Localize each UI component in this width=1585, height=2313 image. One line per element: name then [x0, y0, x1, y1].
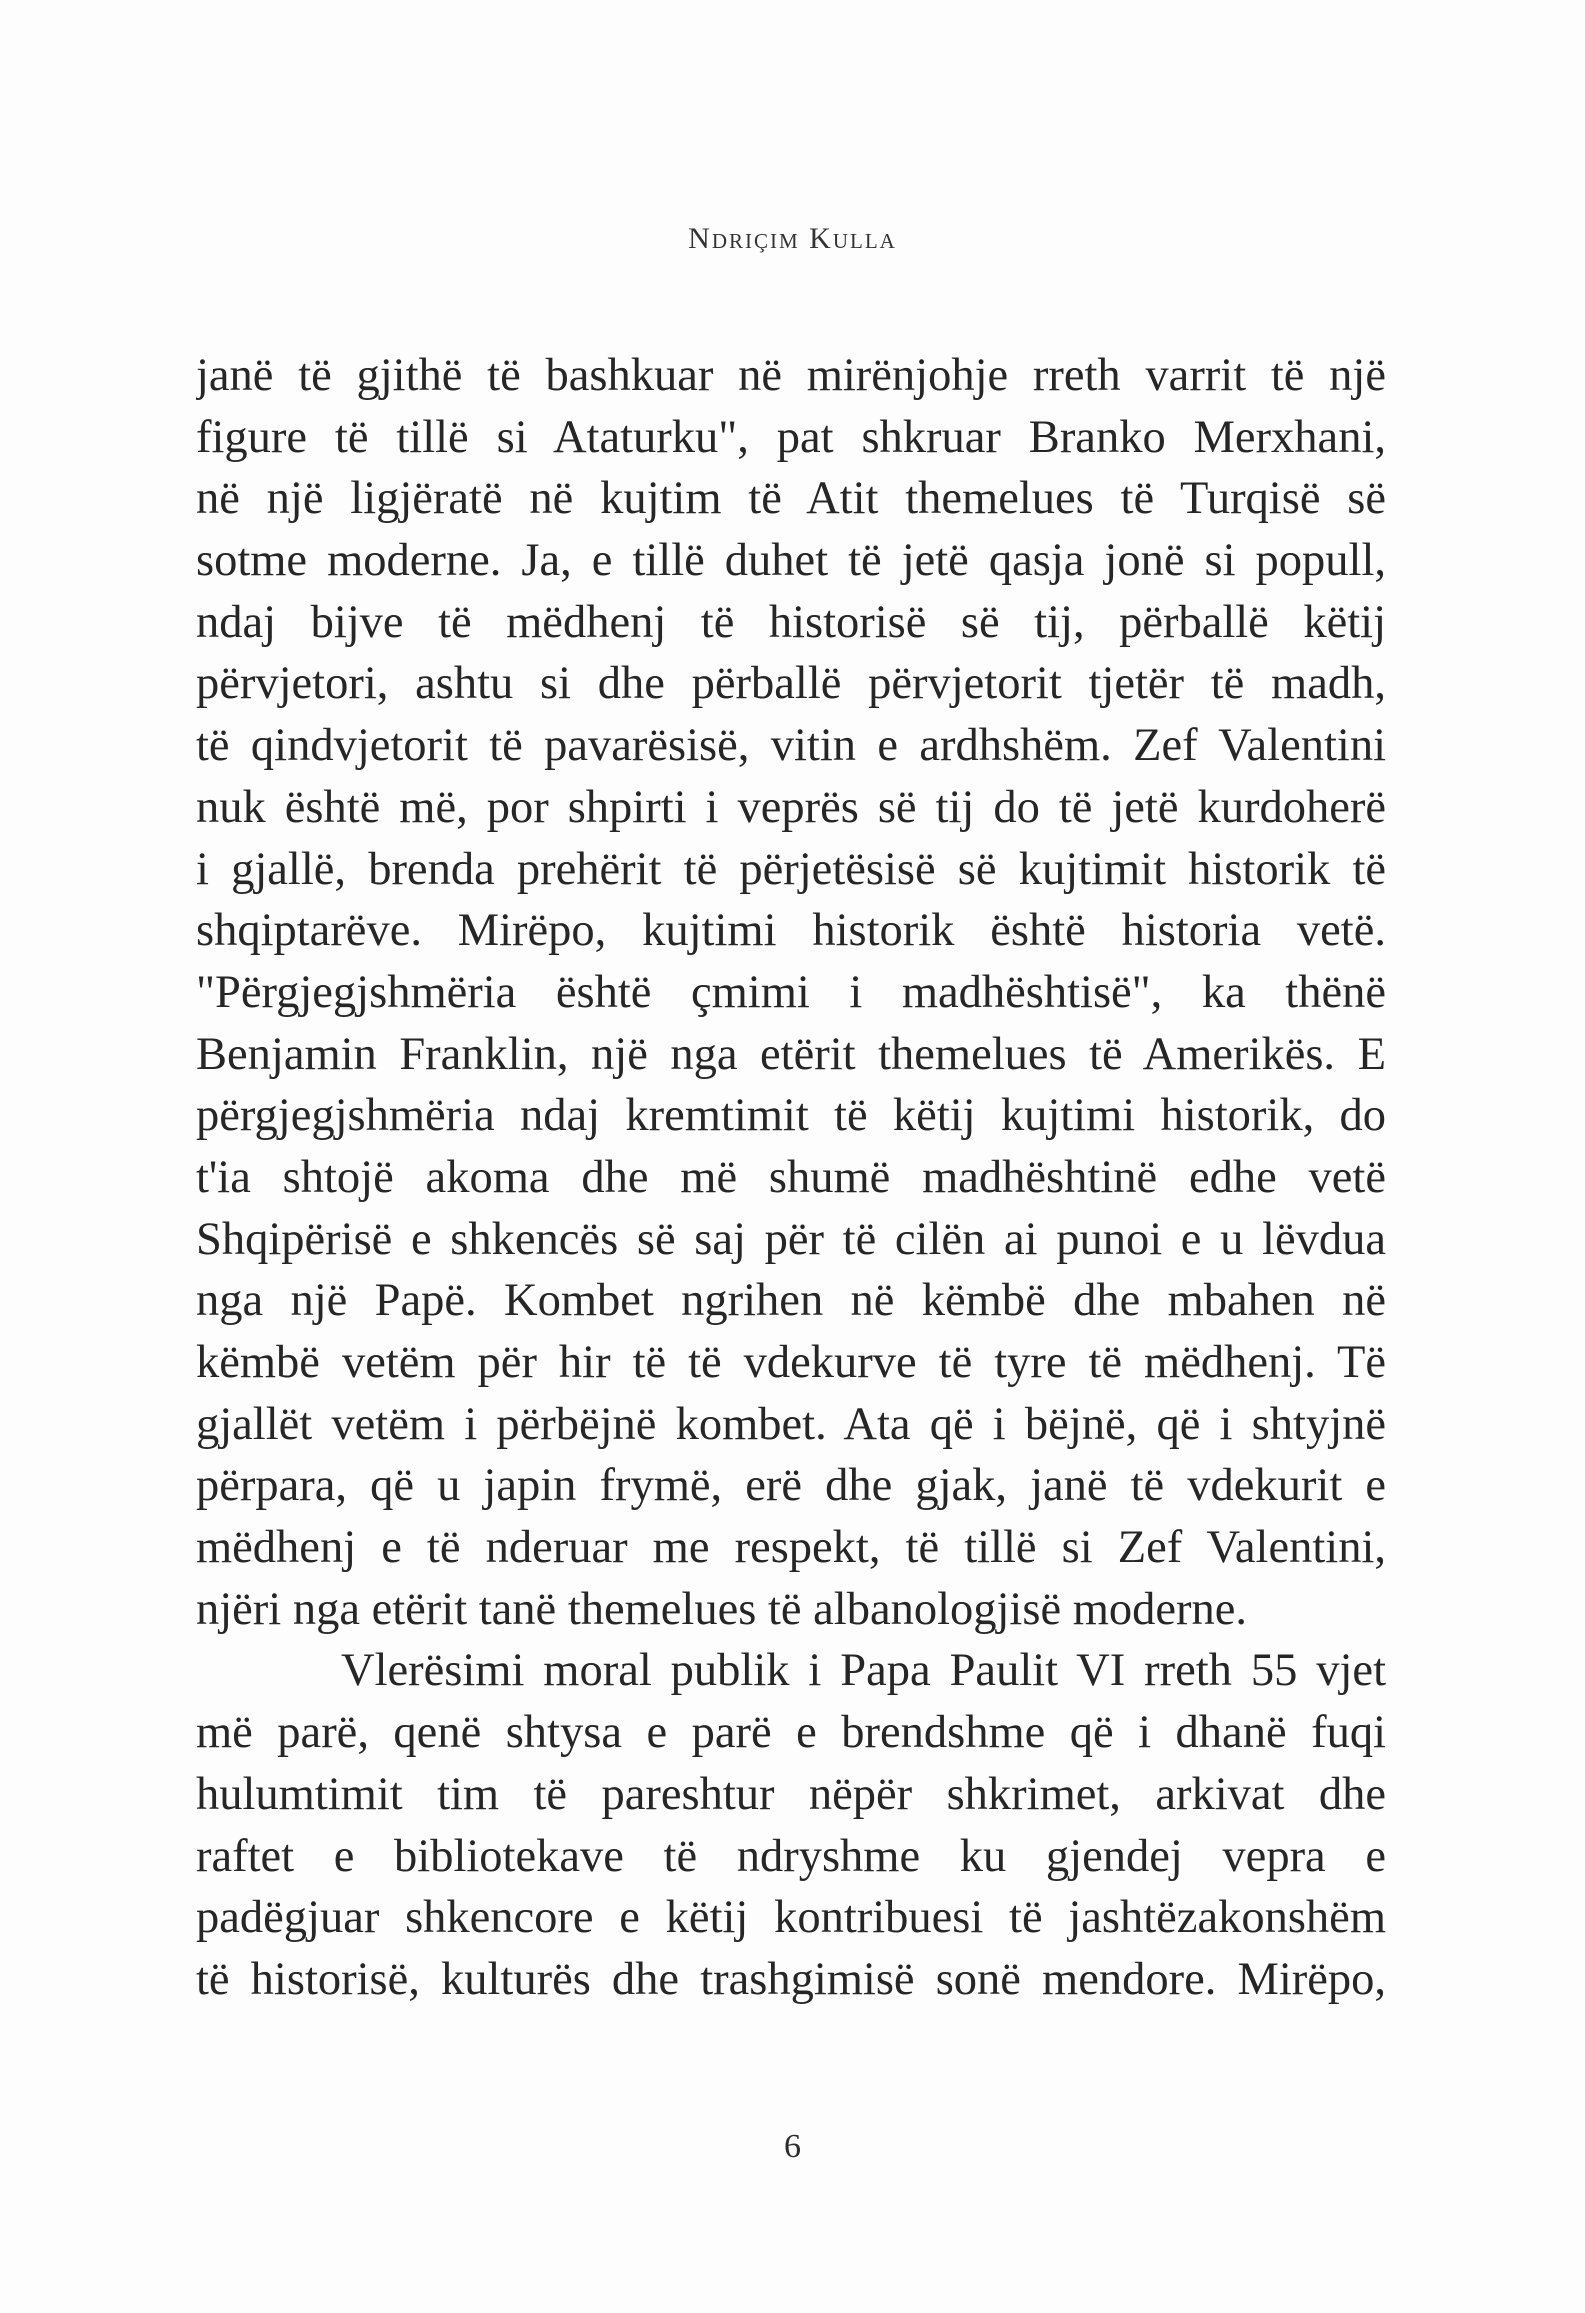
text-line: Benjamin Franklin, një nga etërit themelues të Amerikës. E [196, 1028, 1386, 1080]
body-text [196, 345, 1386, 2011]
text-line: mëdhenj e të nderuar me respekt, të tillë si Zef Valentini, [196, 1522, 1386, 1574]
text-line: i gjallë, brenda prehërit të përjetësisë së kujtimit historik të [196, 843, 1386, 895]
text-line: nuk është më, por shpirti i veprës së tij do të jetë kurdoherë [196, 781, 1386, 833]
page-number: 6 [784, 2128, 801, 2165]
paragraph-2 [196, 1640, 1386, 2010]
text-line: më parë, qenë shtysa e parë e brendshme që i dhanë fuqi [196, 1707, 1386, 1759]
text-line-last: njëri nga etërit tanë themelues të albanologjisë moderne. [196, 1583, 1248, 1635]
text-line: përpara, që u japin frymë, erë dhe gjak, janë të vdekurit e [196, 1460, 1386, 1512]
text-line: janë të gjithë të bashkuar në mirënjohje rreth varrit të një [196, 350, 1386, 401]
text-line: raftet e bibliotekave të ndryshme ku gjendej vepra e [196, 1830, 1386, 1882]
text-line-indented: Vlerësimi moral publik i Papa Paulit VI rreth 55 vjet [341, 1645, 1386, 1697]
text-line: shqiptarëve. Mirëpo, kujtimi historik është historia vetë. [196, 905, 1386, 957]
text-line: nga një Papë. Kombet ngrihen në këmbë dhe mbahen në [196, 1275, 1386, 1327]
running-header-author: Ndriçim Kulla [688, 222, 897, 255]
text-line: figure të tillë si Ataturku", pat shkruar Branko Merxhani, [196, 411, 1386, 463]
text-line: sotme moderne. Ja, e tillë duhet të jetë qasja jonë si popull, [196, 535, 1386, 587]
text-line: përvjetori, ashtu si dhe përballë përvjetorit tjetër të madh, [196, 658, 1386, 710]
text-line: të qindvjetorit të pavarësisë, vitin e ardhshëm. Zef Valentini [196, 720, 1386, 772]
paragraph-1 [196, 345, 1386, 1640]
text-line: të historisë, kulturës dhe trashgimisë sonë mendore. Mirëpo, [196, 1953, 1386, 2005]
text-line: këmbë vetëm për hir të të vdekurve të tyre të mëdhenj. Të [196, 1337, 1386, 1388]
text-line: në një ligjëratë në kujtim të Atit themelues të Turqisë së [196, 473, 1386, 525]
text-line: t'ia shtojë akoma dhe më shumë madhështinë edhe vetë [196, 1151, 1386, 1203]
text-line: hulumtimit tim të pareshtur nëpër shkrimet, arkivat dhe [196, 1768, 1386, 1820]
text-line: Shqipërisë e shkencës së saj për të cilën ai punoi e u lëvdua [196, 1213, 1386, 1265]
text-line: ndaj bijve të mëdhenj të historisë së tij, përballë këtij [196, 596, 1386, 648]
text-line: përgjegjshmëria ndaj kremtimit të këtij kujtimi historik, do [196, 1090, 1386, 1142]
text-line: gjallët vetëm i përbëjnë kombet. Ata që i bëjnë, që i shtyjnë [196, 1398, 1386, 1450]
text-line: padëgjuar shkencore e këtij kontribuesi të jashtëzakonshëm [196, 1892, 1386, 1944]
text-line: "Përgjegjshmëria është çmimi i madhështisë", ka thënë [196, 966, 1386, 1018]
